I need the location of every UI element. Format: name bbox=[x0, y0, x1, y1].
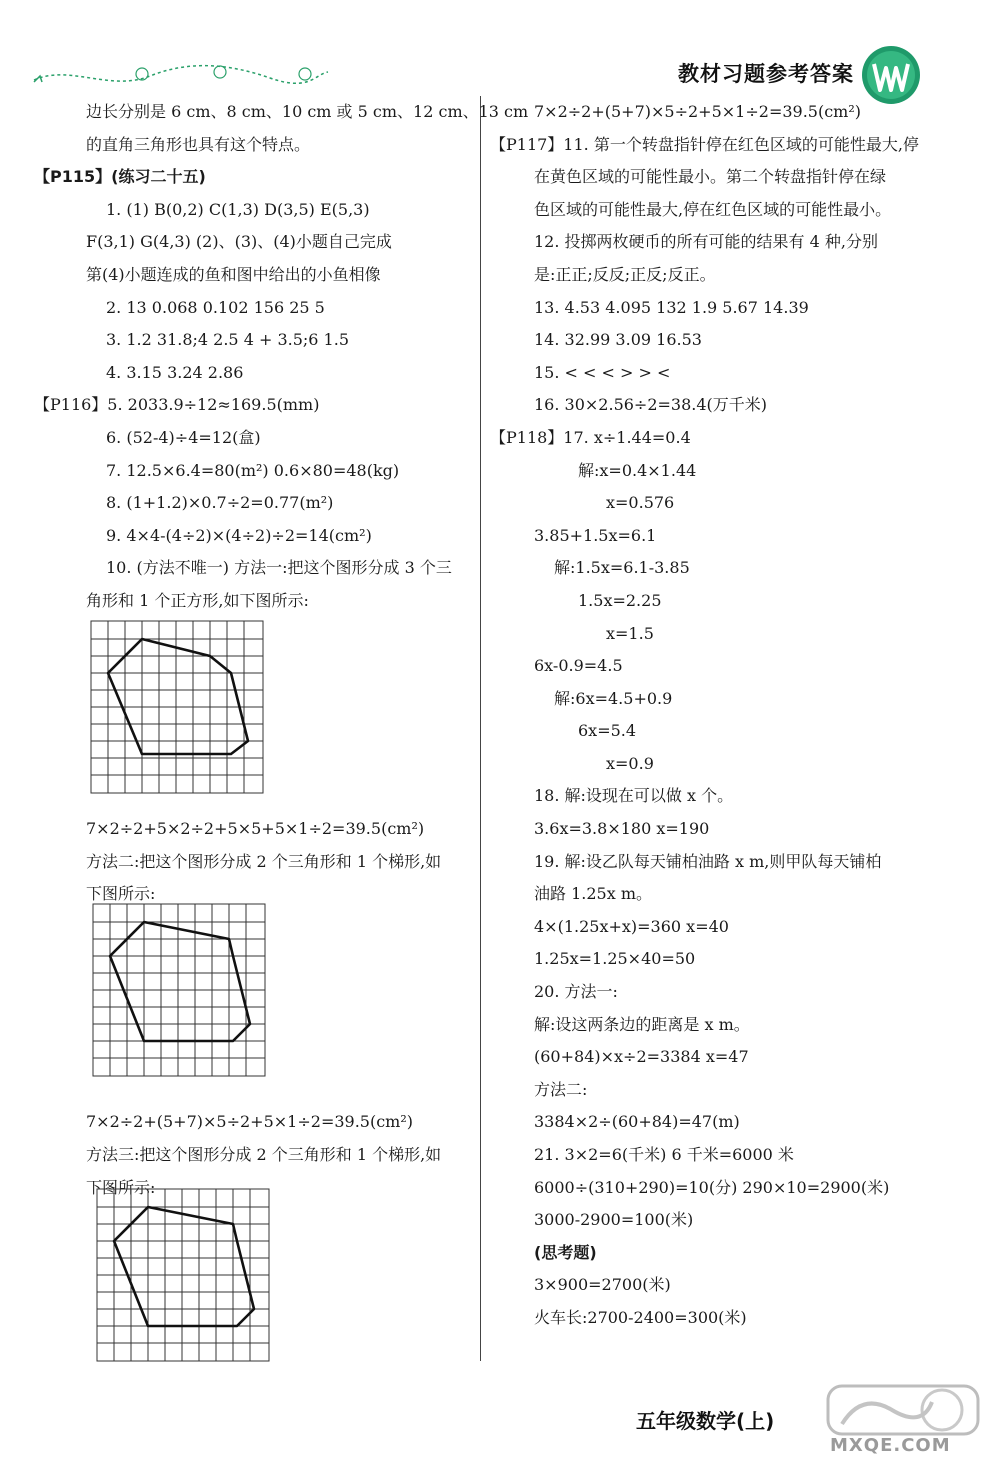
answer-line: 3.6x=3.8×180 x=190 bbox=[534, 819, 710, 839]
answer-line: 解:x=0.4×1.44 bbox=[578, 460, 697, 480]
answer-line: x=0.576 bbox=[606, 493, 675, 513]
answer-line: 6x-0.9=4.5 bbox=[534, 656, 623, 676]
section-heading: 【P115】(练习二十五) bbox=[34, 167, 206, 187]
answer-line: 13. 4.53 4.095 132 1.9 5.67 14.39 bbox=[534, 297, 809, 317]
answer-line: 色区域的可能性最大,停在红色区域的可能性最小。 bbox=[534, 199, 892, 219]
answer-line: 12. 投掷两枚硬币的所有可能的结果有 4 种,分别 bbox=[534, 232, 878, 252]
answer-line: 3000-2900=100(米) bbox=[534, 1210, 694, 1230]
section-heading: (思考题) bbox=[534, 1242, 597, 1262]
answer-line: 1.5x=2.25 bbox=[578, 590, 662, 610]
answer-line: 18. 解:设现在可以做 x 个。 bbox=[534, 786, 734, 806]
answer-line: 10. (方法不唯一) 方法一:把这个图形分成 3 个三 bbox=[106, 558, 452, 578]
answer-line: 方法三:把这个图形分成 2 个三角形和 1 个梯形,如 bbox=[86, 1145, 442, 1164]
answer-line: 9. 4×4-(4÷2)×(4÷2)÷2=14(cm²) bbox=[106, 525, 372, 545]
answer-line: 方法二: bbox=[534, 1079, 588, 1099]
answer-line: 2. 13 0.068 0.102 156 25 5 bbox=[106, 297, 325, 317]
answer-line: 16. 30×2.56÷2=38.4(万千米) bbox=[534, 395, 768, 415]
answer-line: 方法二:把这个图形分成 2 个三角形和 1 个梯形,如 bbox=[86, 851, 442, 871]
answer-line: 6. (52-4)÷4=12(盒) bbox=[106, 427, 261, 447]
text-line: 边长分别是 6 cm、8 cm、10 cm 或 5 cm、12 cm、13 cm bbox=[86, 102, 529, 121]
answer-line: 6000÷(310+290)=10(分) 290×10=2900(米) bbox=[534, 1177, 890, 1197]
column-divider bbox=[480, 96, 481, 1361]
grid-figure-1 bbox=[90, 620, 266, 796]
text-line: 的直角三角形也具有这个特点。 bbox=[86, 134, 311, 154]
answer-line: 油路 1.25x m。 bbox=[534, 884, 652, 904]
answer-line: (60+84)×x÷2=3384 x=47 bbox=[534, 1047, 749, 1067]
grid-figure-2 bbox=[92, 903, 268, 1079]
answer-line: 3. 1.2 31.8;4 2.5 4 + 3.5;6 1.5 bbox=[106, 330, 349, 350]
answer-line: 第(4)小题连成的鱼和图中给出的小鱼相像 bbox=[86, 264, 381, 284]
answer-line: 下图所示: bbox=[86, 884, 156, 904]
answer-line: 【P116】5. 2033.9÷12≈169.5(mm) bbox=[34, 395, 320, 415]
answer-line: 19. 解:设乙队每天铺柏油路 x m,则甲队每天铺柏 bbox=[534, 851, 882, 871]
answer-line: 7×2÷2+(5+7)×5÷2+5×1÷2=39.5(cm²) bbox=[86, 1112, 413, 1132]
answer-line: x=1.5 bbox=[606, 623, 654, 643]
answer-line: 7. 12.5×6.4=80(m²) 0.6×80=48(kg) bbox=[106, 460, 400, 480]
answer-line: 7×2÷2+5×2÷2+5×5+5×1÷2=39.5(cm²) bbox=[86, 819, 425, 839]
answer-line: 解:1.5x=6.1-3.85 bbox=[554, 558, 690, 578]
answer-line: 是:正正;反反;正反;反正。 bbox=[534, 264, 716, 284]
answer-line: 3×900=2700(米) bbox=[534, 1275, 671, 1295]
answer-line: 8. (1+1.2)×0.7÷2=0.77(m²) bbox=[106, 493, 334, 513]
answer-line: 在黄色区域的可能性最小。第二个转盘指针停在绿 bbox=[534, 167, 887, 187]
footer-grade-label: 五年级数学(上) bbox=[636, 1409, 775, 1433]
answer-line: 【P117】11. 第一个转盘指针停在红色区域的可能性最大,停 bbox=[490, 134, 919, 154]
right-column bbox=[490, 96, 934, 1335]
answer-line: 21. 3×2=6(千米) 6 千米=6000 米 bbox=[534, 1145, 794, 1164]
answer-line: 1.25x=1.25×40=50 bbox=[534, 949, 696, 969]
answer-line: 下图所示: bbox=[86, 1177, 156, 1197]
answer-line: x=0.9 bbox=[606, 753, 654, 773]
watermark-text: MXQE.COM bbox=[830, 1435, 951, 1456]
answer-line: 火车长:2700-2400=300(米) bbox=[534, 1307, 747, 1327]
answer-line: 20. 方法一: bbox=[534, 982, 618, 1002]
answer-line: 解:6x=4.5+0.9 bbox=[554, 688, 673, 708]
answer-line: 15. < < < > > < bbox=[534, 362, 671, 382]
answer-line: 4. 3.15 3.24 2.86 bbox=[106, 362, 244, 382]
answer-line: 4×(1.25x+x)=360 x=40 bbox=[534, 916, 729, 936]
answer-line: F(3,1) G(4,3) (2)、(3)、(4)小题自己完成 bbox=[86, 232, 392, 252]
answer-line: 角形和 1 个正方形,如下图所示: bbox=[86, 590, 309, 610]
answer-line: 解:设这两条边的距离是 x m。 bbox=[534, 1014, 750, 1034]
answer-line: 3.85+1.5x=6.1 bbox=[534, 525, 657, 545]
answer-line: 1. (1) B(0,2) C(1,3) D(3,5) E(5,3) bbox=[106, 199, 370, 219]
header-title: 教材习题参考答案 bbox=[678, 62, 854, 86]
answer-line: 14. 32.99 3.09 16.53 bbox=[534, 330, 702, 350]
decorative-swirl-icon bbox=[30, 62, 330, 92]
answer-line: 6x=5.4 bbox=[578, 721, 637, 741]
answer-line: 【P118】17. x÷1.44=0.4 bbox=[490, 427, 691, 447]
answer-line: 7×2÷2+(5+7)×5÷2+5×1÷2=39.5(cm²) bbox=[534, 102, 861, 121]
grid-figure-3 bbox=[96, 1188, 272, 1364]
answer-line: 3384×2÷(60+84)=47(m) bbox=[534, 1112, 740, 1132]
